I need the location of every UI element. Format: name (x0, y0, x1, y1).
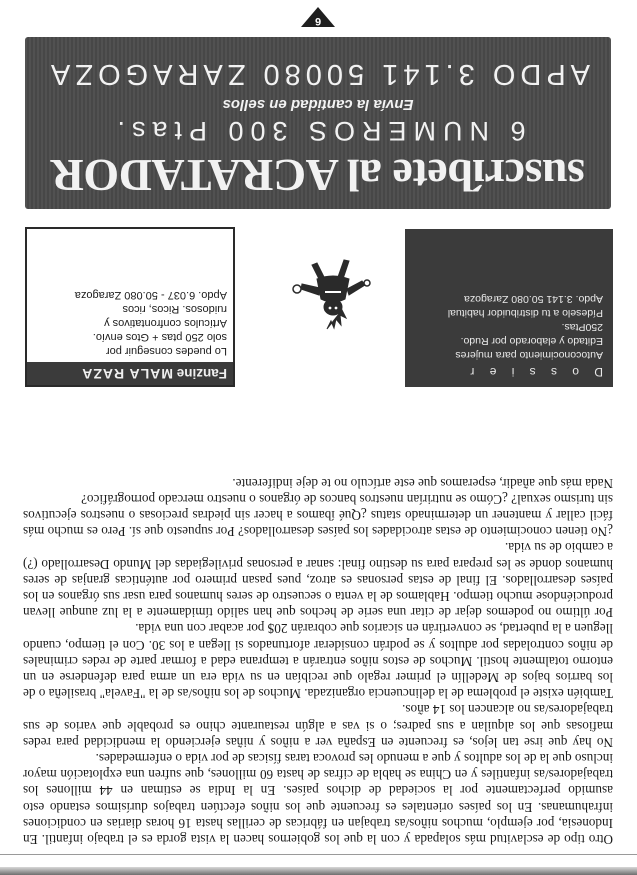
banner-price: 6 NUMEROS 300 Ptas. (110, 116, 526, 146)
fanzine-ad-header-prefix: Fanzine (176, 366, 227, 381)
page-number-marker (301, 7, 335, 27)
article-body (23, 399, 613, 847)
article-paragraph: Otro tipo de esclavitud más solapada y con la que los gobiernos hacen la vista gorda es el trabajo infantil. En Indonesia, por ejemplo, muchos niños/as trabajan en fábricas de cerillas hasta 16 horas diarias en condiciones infrahumanas. En los países orientales es frecuente que los niños efectúen trabajos durísimos estando esto asumido perfectamente por la sociedad de dichos países. En la India se estiman en 44 millones los trabajadores/as infantiles y en China se habla de cifras de hasta 60 millones, que sufren una explotación mayor incluso que la de los adultos y que a menudo les provoca taras físicas de por vida o enfermedades. (23, 750, 613, 847)
article-paragraph: También existe el problema de la delincuencia organizada. Muchos de los niños/as de la "Favela" brasileña o de los barrios bajos de Medellín el primer regalo que recibían en su vida era un arma para defenderse en un entorno totalmente hostil. Muchos de estos niños entrarán a temprana edad a formar parte de redes criminales de niños controladas por adultos y se podrán considerar afortunados si llegan a los 30. Con el tiempo, cuando lleguen a la pubertad, se convertirán en sicarios que cobrarán 20$ por acabar con una vida. (23, 621, 613, 702)
article-paragraph: Por último no podemos dejar de citar una serie de hechos que han salido tímidamente a la luz aunque llevan produciéndose mucho tiempo. Hablamos de la venta o secuestro de seres humanos para usar sus órganos en los países desarrollados. El final de estas personas es atroz, pues pasan primero por auténticas granjas de seres humanos donde se les prepara para su destino final: sanar a personas privilegiadas del Mundo Desarrollado (?) a cambio de su vida. (23, 540, 613, 621)
dossier-ad-line: Editado y elaborado por Rudo. (460, 335, 603, 347)
dossier-ad-title: D o s s i e r (464, 365, 603, 379)
fanzine-ad-header (27, 362, 233, 385)
fanzine-ad-line: ruidosos. Ricos, ricos (122, 303, 227, 315)
punk-figure-illustration (285, 255, 375, 335)
fanzine-ad-line: Lo puedes conseguir por (105, 345, 227, 357)
dossier-ad-line: Pídeselo a tu distribuidor habitual (447, 307, 603, 319)
banner-stamps-note: Envía la cantidad en sellos (222, 96, 414, 113)
article-paragraph: Nada más que añadir, esperamos que este artículo no te deje indiferente. (232, 475, 613, 491)
fanzine-ad-box (25, 227, 235, 387)
scan-edge-shadow (0, 867, 637, 875)
dossier-ad-line: Autoconocimiento para mujeres (455, 349, 603, 361)
banner-headline: suscríbete al ACRATADOR (51, 150, 585, 201)
subscription-banner (25, 37, 611, 209)
dossier-ad-line: 250Ptas. (561, 321, 603, 333)
article-paragraph: ¿No tienen conocimiento de estas atrocidades los países desarrollados? Por supuesto que sí. Pero es mucho más fácil callar y mantener un determinado status ¿Qué íbamos a hacer sin piedras preciosas o nuestros ejecutivos sin turismo sexual? ¿Cómo se nutrirían nuestros bancos de órganos o nuestro mercado pornográfico? (23, 491, 613, 540)
fanzine-ad-line: Apdo. 6.037 - 50.080 Zaragoza (74, 289, 227, 301)
scan-fold-line (0, 854, 637, 855)
dossier-ad-line: Apdo. 3.141 50.080 Zaragoza (464, 293, 603, 305)
banner-address: APDO 3.141 50080 ZARAGOZA (45, 58, 591, 90)
fanzine-ad-line: solo 250 ptas + Gtos envío. (92, 331, 227, 343)
fanzine-ad-name: MALA RAZA (81, 366, 173, 382)
page-number: 6 (314, 15, 322, 27)
fanzine-ad-line: Artículos confrontativos y (104, 317, 227, 329)
dossier-ad-box (405, 229, 613, 387)
article-paragraph: No hay que irse tan lejos, es frecuente en España ver a niños y niñas ejerciendo la mendicidad para redes mafiosas que los alquilan a sus padres; o si vas a algún restaurante chino es probable que varios de sus trabajadores/as no alcancen los 14 años. (23, 702, 613, 750)
